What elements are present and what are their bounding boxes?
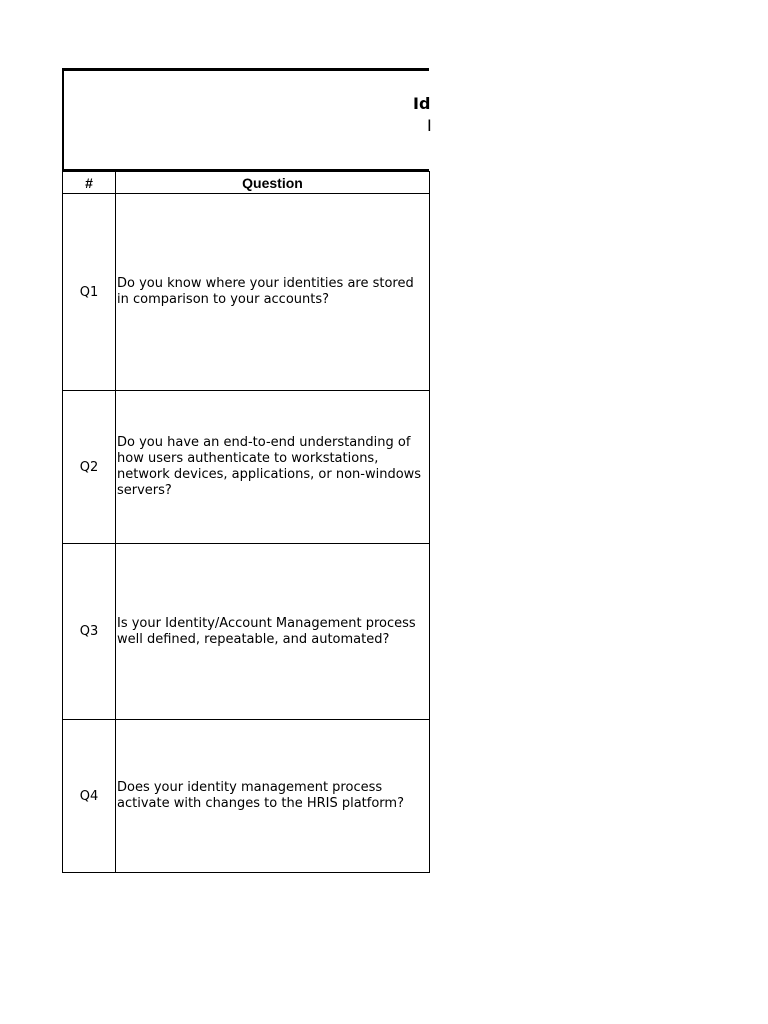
- table-row: [63, 194, 430, 391]
- questions-table: [62, 171, 430, 873]
- question-number: Q1: [63, 194, 116, 391]
- question-number: Q4: [63, 720, 116, 873]
- table-row: [63, 391, 430, 544]
- question-text: Do you have an end-to-end understanding of how users authenticate to workstations, network devices, applications, or non-windows servers?: [116, 391, 430, 544]
- page-subtitle: I: [427, 116, 432, 135]
- title-block: [62, 68, 432, 171]
- spreadsheet-page: [62, 68, 432, 873]
- question-text: Does your identity management process activate with changes to the HRIS platform?: [116, 720, 430, 873]
- table-row: [63, 720, 430, 873]
- question-number: Q2: [63, 391, 116, 544]
- header-number: #: [63, 172, 116, 194]
- question-text: Do you know where your identities are stored in comparison to your accounts?: [116, 194, 430, 391]
- question-text: Is your Identity/Account Management process well defined, repeatable, and automated?: [116, 544, 430, 720]
- header-question: Question: [116, 172, 430, 194]
- question-number: Q3: [63, 544, 116, 720]
- table-row: [63, 544, 430, 720]
- page-title: Id: [413, 94, 431, 113]
- table-header-row: [63, 172, 430, 194]
